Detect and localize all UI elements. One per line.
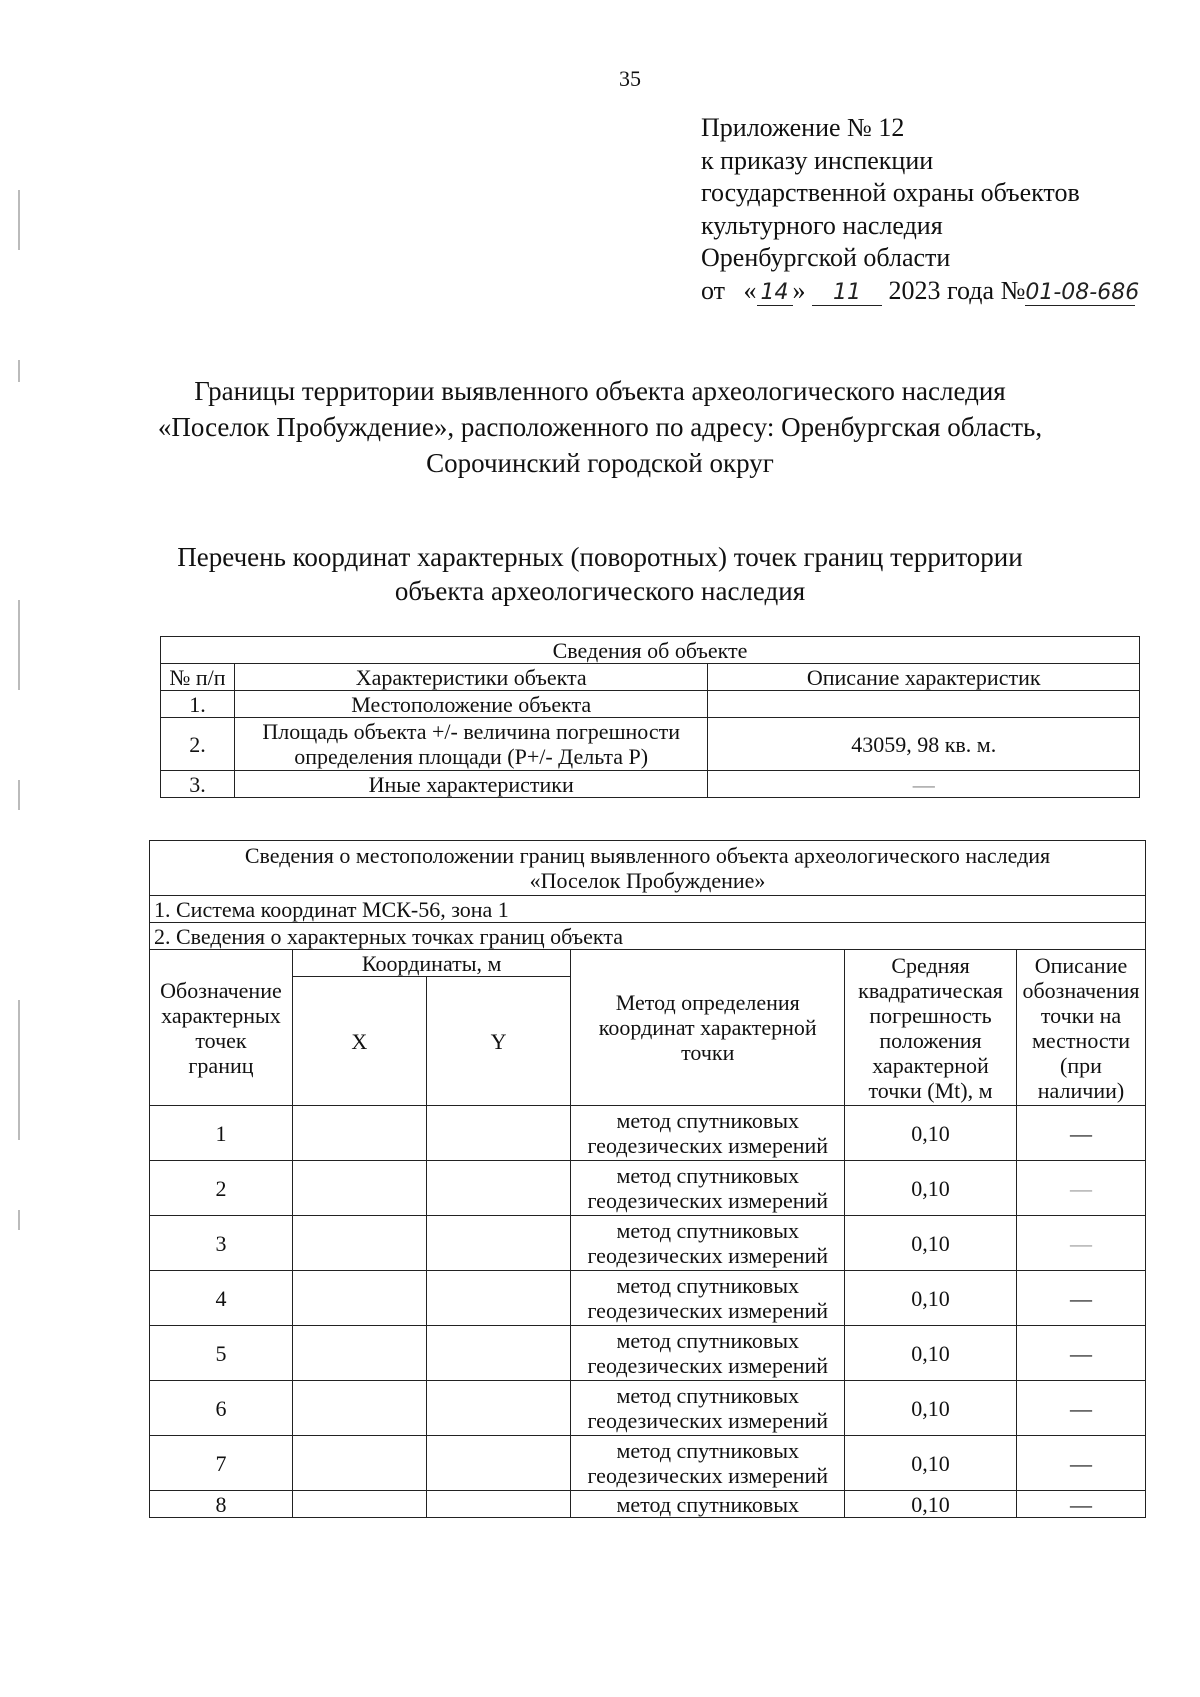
method-line: метод спутниковых	[616, 1273, 799, 1298]
title-line: «Поселок Пробуждение», расположенного по адресу: Оренбургская область,	[157, 412, 1043, 442]
row-value	[708, 691, 1140, 718]
point-y	[426, 1491, 571, 1518]
header-line: Средняя	[891, 952, 970, 978]
row-name-line: Площадь объекта +/- величина погрешности	[262, 719, 680, 744]
title-line: Границы территории выявленного объекта археологического наследия	[194, 376, 1006, 406]
method-line: геодезических измерений	[587, 1463, 829, 1488]
appendix-line: Оренбургской области	[701, 243, 951, 272]
row-value: —	[708, 771, 1140, 798]
row-num: 2.	[161, 718, 235, 771]
point-desc: —	[1016, 1326, 1145, 1381]
point-y	[426, 1326, 571, 1381]
point-mt: 0,10	[845, 1106, 1017, 1161]
row-name: Иные характеристики	[234, 771, 708, 798]
point-id: 6	[150, 1381, 293, 1436]
quote-open: «	[743, 275, 757, 305]
method-line: геодезических измерений	[587, 1243, 829, 1268]
appendix-line: государственной охраны объектов	[701, 178, 1080, 207]
table-column-headers	[150, 950, 1146, 977]
point-method	[571, 1106, 845, 1161]
point-desc: —	[1016, 1381, 1145, 1436]
point-method	[571, 1436, 845, 1491]
header-line: (при	[1060, 1052, 1102, 1078]
point-id: 2	[150, 1161, 293, 1216]
point-desc: —	[1016, 1106, 1145, 1161]
coord-system: 1. Система координат МСК-56, зона 1	[150, 896, 1146, 923]
row-name	[234, 718, 708, 771]
point-desc: —	[1016, 1271, 1145, 1326]
point-id: 4	[150, 1271, 293, 1326]
point-method	[571, 1216, 845, 1271]
document-subtitle	[0, 540, 1200, 608]
appendix-block	[701, 112, 1140, 307]
col-designation-header	[150, 950, 293, 1106]
point-id: 7	[150, 1436, 293, 1491]
table-row	[150, 1381, 1146, 1436]
scan-artifact	[18, 780, 20, 810]
location-info-table	[149, 840, 1146, 1518]
col-description-header	[1016, 950, 1145, 1106]
appendix-line: культурного наследия	[701, 210, 943, 240]
method-line: метод спутниковых	[616, 1163, 799, 1188]
handwritten-order-number: 01-08-686	[1025, 279, 1140, 305]
method-line: геодезических измерений	[587, 1353, 829, 1378]
point-method	[571, 1271, 845, 1326]
col-num-header: № п/п	[161, 664, 235, 691]
date-prefix: от	[701, 275, 726, 305]
scan-artifact	[18, 1000, 20, 1140]
object-info-table	[160, 636, 1140, 798]
header-line: обозначения	[1022, 977, 1140, 1003]
points-title: 2. Сведения о характерных точках границ объекта	[150, 923, 1146, 950]
point-mt: 0,10	[845, 1326, 1017, 1381]
point-x	[292, 1161, 426, 1216]
point-mt: 0,10	[845, 1491, 1017, 1518]
point-x	[292, 1381, 426, 1436]
header-line: наличии)	[1037, 1077, 1125, 1103]
point-id: 5	[150, 1326, 293, 1381]
method-line: метод спутниковых	[616, 1218, 799, 1243]
header-line: координат характерной	[598, 1015, 817, 1040]
point-method	[571, 1161, 845, 1216]
col-coords-header: Координаты, м	[292, 950, 571, 977]
col-x-header: X	[292, 977, 426, 1106]
method-line: метод спутниковых	[616, 1328, 799, 1353]
point-id: 8	[150, 1491, 293, 1518]
point-y	[426, 1381, 571, 1436]
point-mt: 0,10	[845, 1161, 1017, 1216]
table-header-row	[150, 841, 1146, 896]
point-desc: —	[1016, 1216, 1145, 1271]
point-mt: 0,10	[845, 1216, 1017, 1271]
point-desc: —	[1016, 1491, 1145, 1518]
method-line: метод спутниковых	[616, 1108, 799, 1133]
point-id: 3	[150, 1216, 293, 1271]
method-line: геодезических измерений	[587, 1408, 829, 1433]
table-row	[150, 1216, 1146, 1271]
method-line: геодезических измерений	[587, 1133, 829, 1158]
row-num: 1.	[161, 691, 235, 718]
point-y	[426, 1161, 571, 1216]
header-line: характерных	[161, 1002, 281, 1028]
header-line: точки (Mt), м	[868, 1077, 993, 1103]
point-mt: 0,10	[845, 1436, 1017, 1491]
table-row	[150, 1436, 1146, 1491]
table-row	[150, 1161, 1146, 1216]
point-y	[426, 1216, 571, 1271]
header-line: Описание	[1034, 952, 1128, 978]
row-name: Местоположение объекта	[234, 691, 708, 718]
table-header-row	[161, 637, 1140, 664]
location-header-line: «Поселок Пробуждение»	[529, 868, 766, 893]
header-line: точки на	[1040, 1002, 1122, 1028]
handwritten-day: 14	[757, 281, 793, 306]
subtitle-line: Перечень координат характерных (поворотных) точек границ территории	[177, 542, 1023, 572]
col-desc-header: Описание характеристик	[708, 664, 1140, 691]
points-title-row	[150, 923, 1146, 950]
header-line: положения	[879, 1027, 982, 1053]
point-method: метод спутниковых	[571, 1491, 845, 1518]
scan-artifact	[18, 1210, 20, 1230]
location-info-header	[150, 841, 1146, 896]
appendix-date-line	[701, 275, 1140, 308]
row-name-line: определения площади (Р+/- Дельта Р)	[294, 744, 649, 769]
page-number: 35	[619, 66, 641, 91]
point-x	[292, 1326, 426, 1381]
method-line: метод спутниковых	[616, 1383, 799, 1408]
point-y	[426, 1436, 571, 1491]
table-row	[161, 691, 1140, 718]
coord-system-row	[150, 896, 1146, 923]
point-mt: 0,10	[845, 1271, 1017, 1326]
appendix-line: к приказу инспекции	[701, 145, 934, 175]
point-x	[292, 1216, 426, 1271]
scan-artifact	[18, 600, 20, 690]
row-num: 3.	[161, 771, 235, 798]
method-line: геодезических измерений	[587, 1298, 829, 1323]
header-line: границ	[188, 1052, 254, 1078]
table-row	[150, 1326, 1146, 1381]
col-method-header	[571, 950, 845, 1106]
col-error-header	[845, 950, 1017, 1106]
table-column-headers	[161, 664, 1140, 691]
col-char-header: Характеристики объекта	[234, 664, 708, 691]
method-line: метод спутниковых	[616, 1438, 799, 1463]
appendix-line: Приложение № 12	[701, 113, 905, 142]
object-info-header: Сведения об объекте	[161, 637, 1140, 664]
method-line: геодезических измерений	[587, 1188, 829, 1213]
header-line: Метод определения	[615, 990, 800, 1015]
year-text: 2023 года №	[888, 275, 1026, 305]
header-line: Обозначение	[160, 977, 282, 1003]
point-method	[571, 1326, 845, 1381]
table-row	[161, 718, 1140, 771]
col-y-header: Y	[426, 977, 571, 1106]
scan-artifact	[18, 190, 20, 250]
table-row	[161, 771, 1140, 798]
point-desc: —	[1016, 1161, 1145, 1216]
row-value: 43059, 98 кв. м.	[708, 718, 1140, 771]
location-header-line: Сведения о местоположении границ выявленного объекта археологического наследия	[244, 843, 1051, 868]
point-x	[292, 1271, 426, 1326]
quote-close: »	[792, 275, 806, 305]
point-y	[426, 1271, 571, 1326]
header-line: характерной	[872, 1052, 989, 1078]
table-row	[150, 1271, 1146, 1326]
header-line: местности	[1031, 1027, 1131, 1053]
point-x	[292, 1106, 426, 1161]
title-line: Сорочинский городской округ	[426, 448, 774, 478]
subtitle-line: объекта археологического наследия	[394, 576, 806, 606]
header-line: точек	[195, 1027, 247, 1053]
handwritten-month: 11	[812, 281, 882, 306]
point-method	[571, 1381, 845, 1436]
document-title	[0, 373, 1200, 481]
point-mt: 0,10	[845, 1381, 1017, 1436]
point-desc: —	[1016, 1436, 1145, 1491]
point-y	[426, 1106, 571, 1161]
point-x	[292, 1436, 426, 1491]
header-line: квадратическая	[858, 977, 1003, 1003]
point-x	[292, 1491, 426, 1518]
table-row	[150, 1106, 1146, 1161]
point-id: 1	[150, 1106, 293, 1161]
table-row	[150, 1491, 1146, 1518]
header-line: погрешность	[869, 1002, 992, 1028]
header-line: точки	[681, 1040, 735, 1065]
